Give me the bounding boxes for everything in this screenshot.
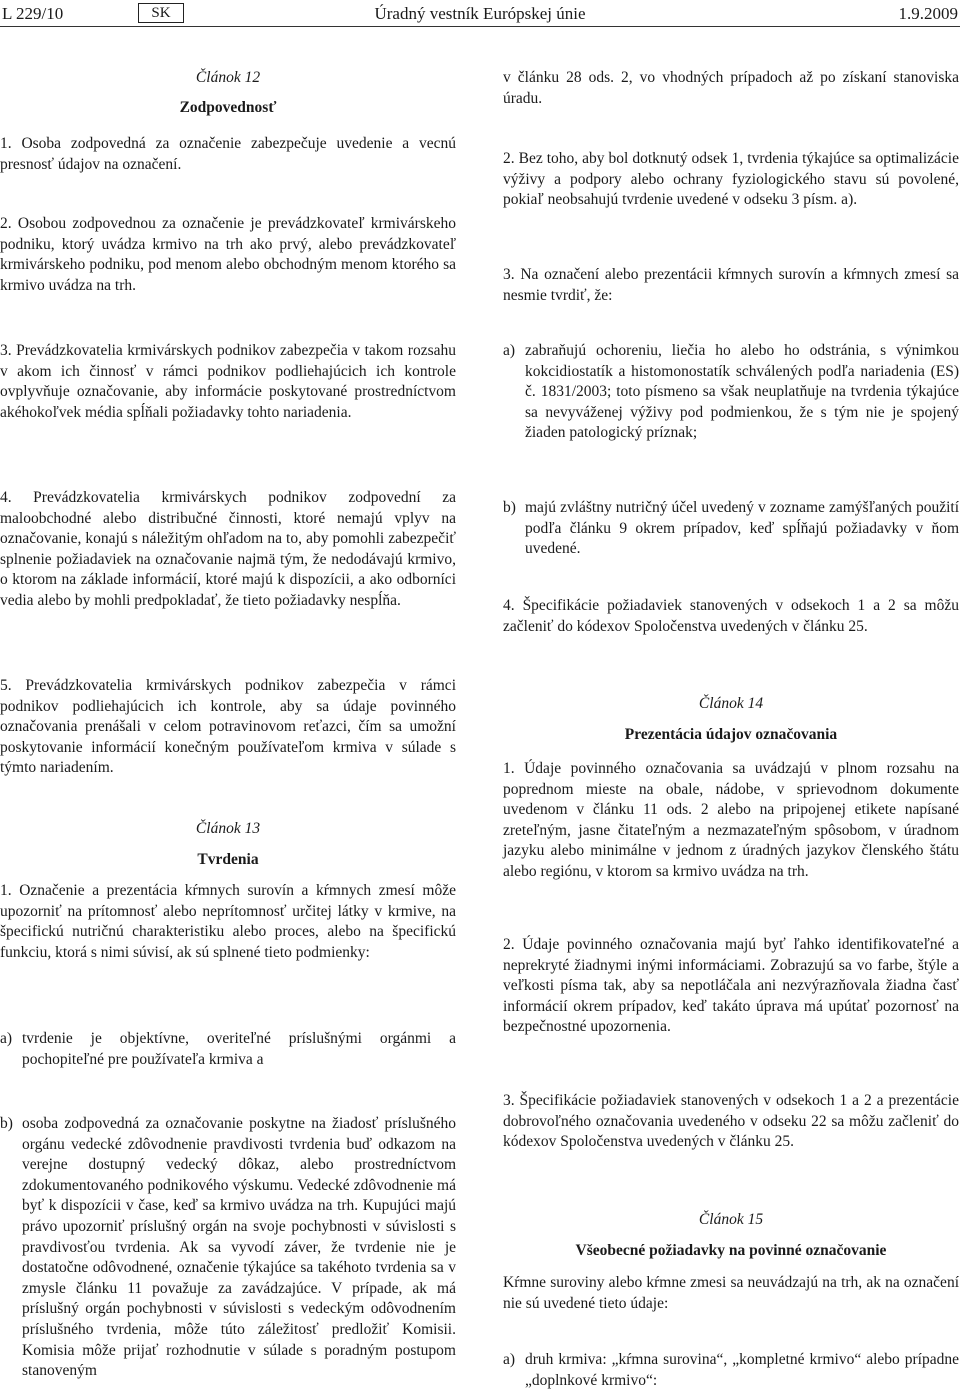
article-13-point-b-continuation: v článku 28 ods. 2, vo vhodných prípadoch až po získaní stanoviska úradu. [503,69,959,107]
article-15-point-a: a) druh krmiva: „kŕmna surovina“, „kompletné krmivo“ alebo prípadne „doplnkové krmivo“: [503,1350,959,1391]
point-label: b) [503,499,516,516]
article-13-paragraph-3-point-b: b) majú zvláštny nutričný účel uvedený v zozname zamýšľaných použití podľa článku 9 okrem prípadov, keď spĺňajú požiadavky v ňom uvedené. [503,498,959,560]
journal-title: Úradný vestník Európskej únie [374,4,586,23]
article-13-paragraph-2: 2. Bez toho, aby bol dotknutý odsek 1, tvrdenia týkajúce sa optimalizácie výživy a podpory alebo ochrany fyziologického stavu sú povolené, pokiaľ neobsahujú tvrdenie uvedené v odseku 3 písm. a). [503,150,959,209]
article-13-title: Tvrdenia [197,851,259,868]
language-badge: SK [138,3,184,23]
article-14-paragraph-2: 2. Údaje povinného označovania majú byť ľahko identifikovateľné a neprekryté žiadnymi inými informáciami. Zobrazujú sa vo farbe, štýle a veľkosti písma tak, aby sa nepotláčala ani nezvýrazňovala žiadna časť informácií okrem prípadov, keď takáto úprava má upútať pozornosť na bezpečnostné upozornenia. [503,936,959,1036]
page-header [0,4,960,26]
page-number: L 229/10 [2,4,64,23]
article-13-paragraph-1: 1. Označenie a prezentácia kŕmnych surovín a kŕmnych zmesí môže upozorniť na prítomnosť alebo neprítomnosť určitej látky v krmive, na špecifickú nutričnú charakteristiku alebo proces, alebo na špecifickú funkciu, ktorá s nimi súvisí, ak sú splnené tieto podmienky: [0,882,456,961]
article-13-heading: Článok 13 [195,820,261,837]
article-12-paragraph-5: 5. Prevádzkovatelia krmivárskych podnikov zabezpečia v rámci podnikov podliehajúcich ich kontrole, aby sa údaje povinného označovania prenášali v celom potravinovom reťazci, čím sa umožní poskytovanie informácií konečným používateľom krmiva v súlade s týmto nariadením. [0,677,456,777]
article-13-point-b: b) osoba zodpovedná za označovanie poskytne na žiadosť príslušného orgánu vedecké zdôvodnenie pravdivosti tvrdenia buď odkazom na verejne dostupný vedecký dôkaz, alebo prostredníctvom zdokumentovaného podnikového výskumu. Vedecké zdôvodnenie má byť k dispozícii v čase, keď sa krmivo uvádza na trh. Kupujúci majú právo upozorniť príslušný orgán na svoje pochybnosti v súvislosti s pravdivosťou tvrdenia. Ak sa vyvodí záver, že tvrdenie nie je dostatočne odôvodnené, označenie týkajúce sa takéhoto tvrdenia sa v zmysle článku 11 považuje za zavádzajúce. V prípade, ak má príslušný orgán pochybnosti v súvislosti s vedeckým odôvodnením príslušného tvrdenia, môže túto záležitosť predložiť Komisii. Komisia môže prijať rozhodnutie v súlade s poradným postupom stanoveným [0,1114,456,1382]
article-12-heading: Článok 12 [195,69,261,86]
point-label: a) [0,1030,13,1047]
header-rule [0,26,960,27]
article-13-point-a: a) tvrdenie je objektívne, overiteľné príslušnými orgánmi a pochopiteľné pre používateľa krmiva a [0,1029,456,1070]
article-12-paragraph-1: 1. Osoba zodpovedná za označenie zabezpečuje uvedenie a vecnú presnosť údajov na označení. [0,135,456,173]
article-12-paragraph-2: 2. Osobou zodpovednou za označenie je prevádzkovateľ krmivárskeho podniku, ktorý uvádza krmivo na trh ako prvý, alebo prevádzkovateľ krmivárskeho podniku, pod menom alebo obchodným menom ktorého sa krmivo uvádza na trh. [0,215,456,294]
article-14-title: Prezentácia údajov označovania [624,726,838,743]
article-14-paragraph-1: 1. Údaje povinného označovania sa uvádzajú v plnom rozsahu na poprednom mieste na obale, nádobe, v sprievodnom dokumente uvedenom v článku 11 ods. 2 alebo na pripojenej etikete napísané zreteľným, jasne čitateľným a nezmazateľným spôsobom, v úradnom jazyku alebo minimálne v jednom z úradných jazykov členského štátu alebo regiónu, v ktorom sa krmivo uvádza na trh. [503,760,959,880]
publication-date: 1.9.2009 [898,4,958,23]
article-15-title: Všeobecné požiadavky na povinné označovanie [575,1242,887,1259]
article-13-paragraph-4: 4. Špecifikácie požiadaviek stanovených v odsekoch 1 a 2 sa môžu začleniť do kódexov Spoločenstva uvedených v článku 25. [503,597,959,635]
article-13-paragraph-3-point-a: a) zabraňujú ochoreniu, liečia ho alebo ho odstránia, s výnimkou kokcidiostatík a histomonostatík schválených podľa nariadenia (ES) č. 1831/2003; toto písmeno sa však neuplatňuje na tvrdenia týkajúce sa nevyváženej výživy pod podmienkou, že s tým nie je spojený žiaden patologický príznak; [503,341,959,444]
article-15-heading: Článok 15 [698,1211,764,1228]
article-12-title: Zodpovednosť [179,99,277,116]
point-label: a) [503,342,516,359]
point-label: a) [503,1351,516,1368]
article-13-paragraph-3: 3. Na označení alebo prezentácii kŕmnych surovín a kŕmnych zmesí sa nesmie tvrdiť, že: [503,266,959,304]
article-14-paragraph-3: 3. Špecifikácie požiadaviek stanovených v odsekoch 1 a 2 a prezentácie dobrovoľného označovania uvedeného v odseku 22 sa môžu začleniť do kódexov Spoločenstva uvedených v článku 25. [503,1092,959,1151]
article-12-paragraph-3: 3. Prevádzkovatelia krmivárskych podnikov zabezpečia v takom rozsahu v akom ich činnosť v rámci podnikov podliehajúcich ich kontrole ovplyvňuje označovanie, aby informácie poskytované prostredníctvom akéhokoľvek média spĺňali požiadavky tohto nariadenia. [0,342,456,421]
point-label: b) [0,1115,13,1132]
article-14-heading: Článok 14 [698,695,764,712]
article-15-paragraph-1: Kŕmne suroviny alebo kŕmne zmesi sa neuvádzajú na trh, ak na označení nie sú uvedené tieto údaje: [503,1274,959,1312]
article-12-paragraph-4: 4. Prevádzkovatelia krmivárskych podnikov zodpovední za maloobchodné alebo distribučné činnosti, ktoré nemajú vplyv na označovanie, konajú s náležitým ohľadom na to, aby pomohli zabezpečiť splnenie požiadaviek na označovanie najmä tým, že nedodávajú krmivo, o ktorom na základe informácií, ktoré majú k dispozícii, a ako odborníci vedia alebo by mohli predpokladať, že tieto požiadavky nespĺňa. [0,489,456,609]
